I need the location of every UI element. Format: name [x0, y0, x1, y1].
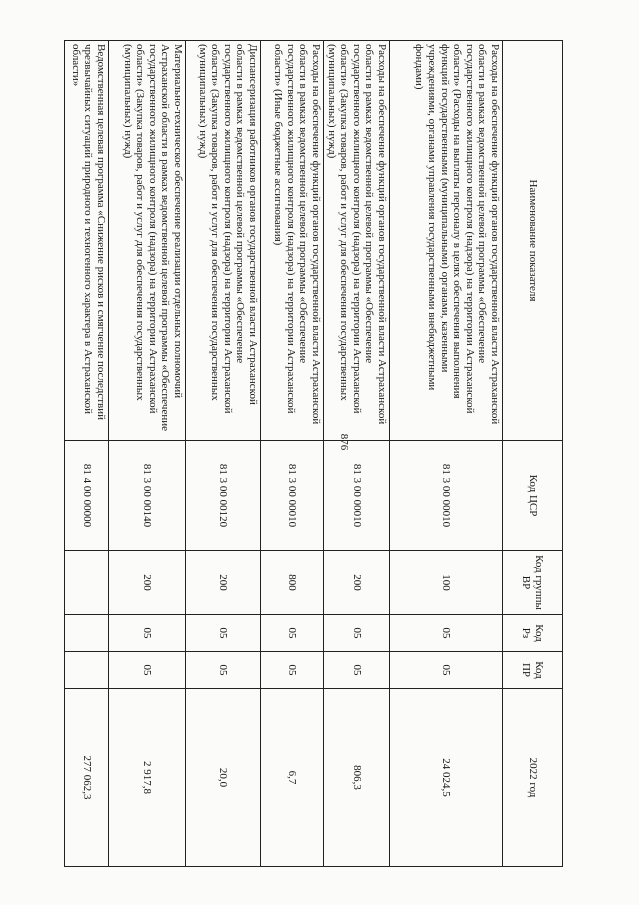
cell-name: Материально-техническое обеспечение реализации отдельных полномочий Астраханской области в рамках ведомственной целевой программы «Обеспечение государственного жилищного контроля (надзора) на территории Астраханской области» (Закупка товаров, работ и услуг для обеспечения государственных (муниципальных) нужд): [109, 41, 186, 441]
header-pr: Код ПР: [503, 652, 563, 689]
header-csr: Код ЦСР: [503, 441, 563, 551]
cell-name: Расходы на обеспечение функций органов государственной власти Астраханской области в рамках ведомственной целевой программы «Обеспечение государственного жилищного контроля (надзора) на территории Астраханской области» (Расходы на выплаты персоналу в целях обеспечения выполнения функций государственными (муниципальными) органами, казенными учреждениями, органами управления государственными внебюджетными фондами): [390, 41, 503, 441]
cell-vr: 800: [261, 551, 324, 615]
cell-pr: [65, 652, 109, 689]
header-year: 2022 год: [503, 689, 563, 867]
cell-vr: 200: [186, 551, 261, 615]
cell-pr: 05: [261, 652, 324, 689]
rotated-table-container: [69, 40, 563, 866]
cell-vr: [65, 551, 109, 615]
cell-value: 806,3: [324, 689, 390, 867]
header-rz: Код Рз: [503, 615, 563, 652]
cell-rz: 05: [261, 615, 324, 652]
budget-table: [64, 40, 563, 867]
cell-csr: 81 3 00 00010: [390, 441, 503, 551]
cell-rz: 05: [109, 615, 186, 652]
table-row: [109, 41, 186, 867]
table-row: [261, 41, 324, 867]
cell-pr: 05: [390, 652, 503, 689]
cell-csr: 81 3 00 00010: [324, 441, 390, 551]
cell-csr: 81 4 00 00000: [65, 441, 109, 551]
table-row: [186, 41, 261, 867]
header-name: Наименование показателя: [503, 41, 563, 441]
cell-vr: 100: [390, 551, 503, 615]
page-number: 876: [338, 433, 350, 451]
cell-pr: 05: [324, 652, 390, 689]
header-vr: Код группы ВР: [503, 551, 563, 615]
cell-value: 20,0: [186, 689, 261, 867]
cell-value: 6,7: [261, 689, 324, 867]
cell-rz: 05: [390, 615, 503, 652]
cell-name: Расходы на обеспечение функций органов государственной власти Астраханской области в рамках ведомственной целевой программы «Обеспечение государственного жилищного контроля (надзора) на территории Астраханской области» (Иные бюджетные ассигнования): [261, 41, 324, 441]
table-row: [65, 41, 109, 867]
table-row: [324, 41, 390, 867]
cell-pr: 05: [186, 652, 261, 689]
cell-csr: 81 3 00 00140: [109, 441, 186, 551]
cell-rz: [65, 615, 109, 652]
cell-csr: 81 3 00 00010: [261, 441, 324, 551]
cell-name: Диспансеризация работников органов государственной власти Астраханской области в рамках ведомственной целевой программы «Обеспечение государственного жилищного контроля (надзора) на территории Астраханской области» (Закупка товаров, работ и услуг для обеспечения государственных (муниципальных) нужд): [186, 41, 261, 441]
cell-vr: 200: [109, 551, 186, 615]
cell-rz: 05: [186, 615, 261, 652]
cell-value: 2 917,8: [109, 689, 186, 867]
cell-csr: 81 3 00 00120: [186, 441, 261, 551]
cell-value: 277 062,3: [65, 689, 109, 867]
cell-value: 24 024,5: [390, 689, 503, 867]
table-header-row: [503, 41, 563, 867]
cell-vr: 200: [324, 551, 390, 615]
cell-rz: 05: [324, 615, 390, 652]
cell-name: Ведомственная целевая программа «Снижение рисков и смягчение последствий чрезвычайных ситуаций природного и техногенного характера в Астраханской области»: [65, 41, 109, 441]
cell-name: Расходы на обеспечение функций органов государственной власти Астраханской области в рамках ведомственной целевой программы «Обеспечение государственного жилищного контроля (надзора) на территории Астраханской области» (Закупка товаров, работ и услуг для обеспечения государственных (муниципальных) нужд): [324, 41, 390, 441]
table-row: [390, 41, 503, 867]
cell-pr: 05: [109, 652, 186, 689]
